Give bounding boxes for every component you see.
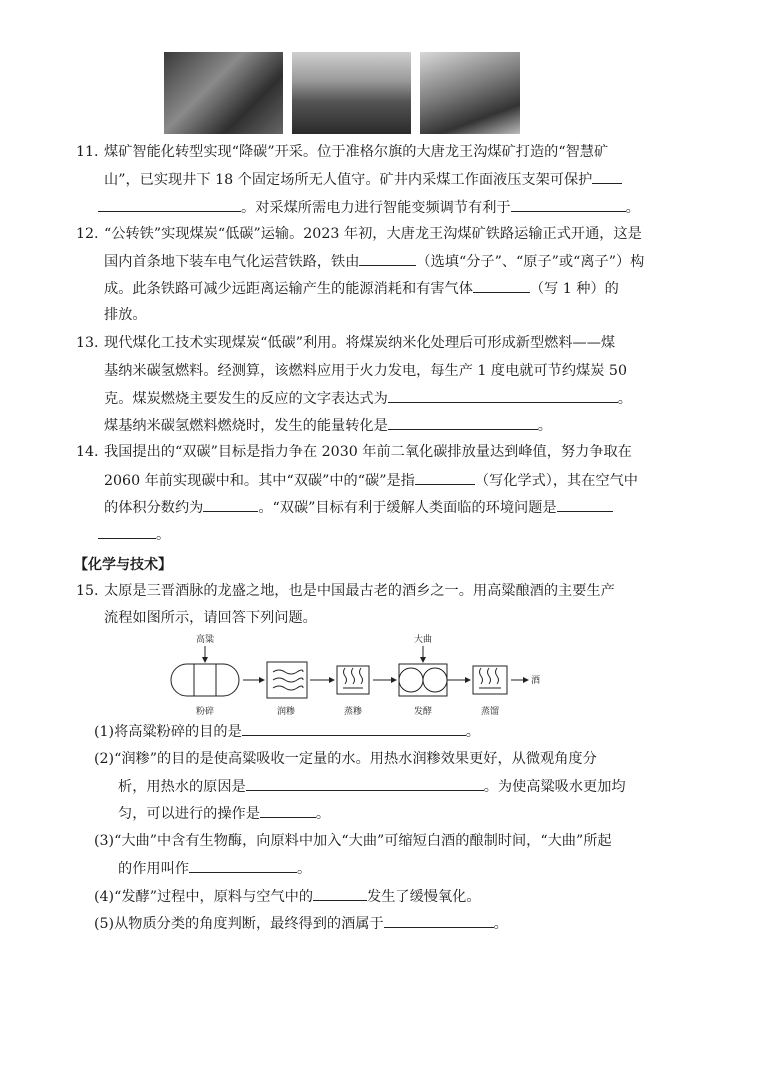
q12-line3: 成。此条铁路可减少远距离运输产生的能源消耗和有害气体 （写 1 种）的 xyxy=(104,278,619,299)
input-daqu-label: 大曲 xyxy=(414,635,433,645)
q14-blank-1[interactable] xyxy=(415,470,475,485)
q15-sub3-line2: 的作用叫作 。 xyxy=(118,858,311,879)
q15-sub1: (1)将高粱粉碎的目的是 。 xyxy=(94,721,480,742)
q13-number: 13. xyxy=(76,335,99,351)
section-title: 【化学与技术】 xyxy=(74,557,172,573)
step-distill-label: 蒸馏 xyxy=(481,707,500,717)
q11-blank-1b[interactable] xyxy=(98,197,241,212)
q11-line2: 山”，已实现井下 18 个固定场所无人值守。矿井内采煤工作面液压支架可保护 xyxy=(104,169,622,190)
q15-blank-5[interactable] xyxy=(384,913,494,928)
q11-blank-2[interactable] xyxy=(511,197,626,212)
step-steam-label: 蒸糁 xyxy=(344,707,363,717)
q11-blank-1a[interactable] xyxy=(592,169,622,184)
q11-line3: 。对采煤所需电力进行智能变频调节有利于 。 xyxy=(98,197,640,218)
q15-sub2-line1: (2)“润糁”的目的是使高粱吸收一定量的水。用热水润糁效果更好，从微观角度分 xyxy=(94,751,597,767)
q11-number: 11. xyxy=(76,144,99,160)
q14-number: 14. xyxy=(76,444,99,460)
q15-line2: 流程如图所示，请回答下列问题。 xyxy=(104,610,317,626)
crusher-shape xyxy=(171,664,239,696)
q13-line1: 现代煤化工技术实现煤炭“低碳”利用。将煤炭纳米化处理后可形成新型燃料——煤 xyxy=(104,335,616,351)
input-sorghum-label: 高粱 xyxy=(196,635,215,645)
q12-line1: “公转铁”实现煤炭“低碳”运输。2023 年初，大唐龙王沟煤矿铁路运输正式开通，这是 xyxy=(104,226,642,242)
q15-sub2-line3: 匀，可以进行的操作是 。 xyxy=(118,803,330,824)
q15-sub4: (4)“发酵”过程中，原料与空气中的 发生了缓慢氧化。 xyxy=(94,886,481,907)
step-ferment-label: 发酵 xyxy=(414,707,433,717)
q15-line1: 太原是三晋酒脉的龙盛之地，也是中国最古老的酒乡之一。用高粱酿酒的主要生产 xyxy=(104,583,615,599)
q14-blank-3a[interactable] xyxy=(557,497,613,512)
q12-line4: 排放。 xyxy=(104,307,147,323)
q15-blank-2b[interactable] xyxy=(260,803,316,818)
q12-number: 12. xyxy=(76,226,99,242)
q13-blank-2[interactable] xyxy=(388,415,538,430)
q12-line2: 国内首条地下装车电气化运营铁路，铁由 （选填“分子”、“原子”或“离子”）构 xyxy=(104,251,644,272)
output-liquor-label: 酒 xyxy=(531,676,541,686)
q13-blank-1[interactable] xyxy=(388,388,618,403)
coal-mine-photo-3 xyxy=(420,52,520,134)
q15-sub5: (5)从物质分类的角度判断，最终得到的酒属于 。 xyxy=(94,913,508,934)
steam-box xyxy=(337,666,369,694)
coal-mine-photo-2 xyxy=(292,52,411,134)
q15-blank-4[interactable] xyxy=(313,886,367,901)
q14-blank-3b[interactable] xyxy=(98,524,156,539)
q12-blank-2[interactable] xyxy=(473,278,530,293)
q14-line4: 。 xyxy=(98,524,170,545)
q15-sub2-line2: 析，用热水的原因是 。为使高粱吸水更加均 xyxy=(118,776,626,797)
q13-line2: 基纳米碳氢燃料。经测算，该燃料应用于火力发电，每生产 1 度电就可节约煤炭 50 xyxy=(104,363,627,379)
q11-line1: 煤矿智能化转型实现“降碳”开采。位于准格尔旗的大唐龙王沟煤矿打造的“智慧矿 xyxy=(104,144,609,160)
q12-blank-1[interactable] xyxy=(359,251,416,266)
coal-mine-photo-1 xyxy=(164,52,283,134)
q15-blank-2a[interactable] xyxy=(246,776,484,791)
q13-line3: 克。煤炭燃烧主要发生的反应的文字表达式为 。 xyxy=(104,388,632,409)
q15-sub3-line1: (3)“大曲”中含有生物酶，向原料中加入“大曲”可缩短白酒的酿制时间，“大曲”所起 xyxy=(94,833,612,849)
q15-number: 15. xyxy=(76,583,99,599)
q14-line2: 2060 年前实现碳中和。其中“双碳”中的“碳”是指 （写化学式），其在空气中 xyxy=(104,470,638,491)
step-moisten-label: 润糁 xyxy=(277,707,296,717)
q13-line4: 煤基纳米碳氢燃料燃烧时，发生的能量转化是 。 xyxy=(104,415,552,436)
q14-line3: 的体积分数约为 。“双碳”目标有利于缓解人类面临的环境问题是 xyxy=(104,497,613,518)
step-crush-label: 粉碎 xyxy=(196,707,215,717)
q14-line1: 我国提出的“双碳”目标是指力争在 2030 年前二氧化碳排放量达到峰值，努力争取在 xyxy=(104,444,632,460)
q15-blank-1[interactable] xyxy=(242,721,466,736)
q14-blank-2[interactable] xyxy=(203,497,258,512)
q15-blank-3[interactable] xyxy=(189,858,297,873)
